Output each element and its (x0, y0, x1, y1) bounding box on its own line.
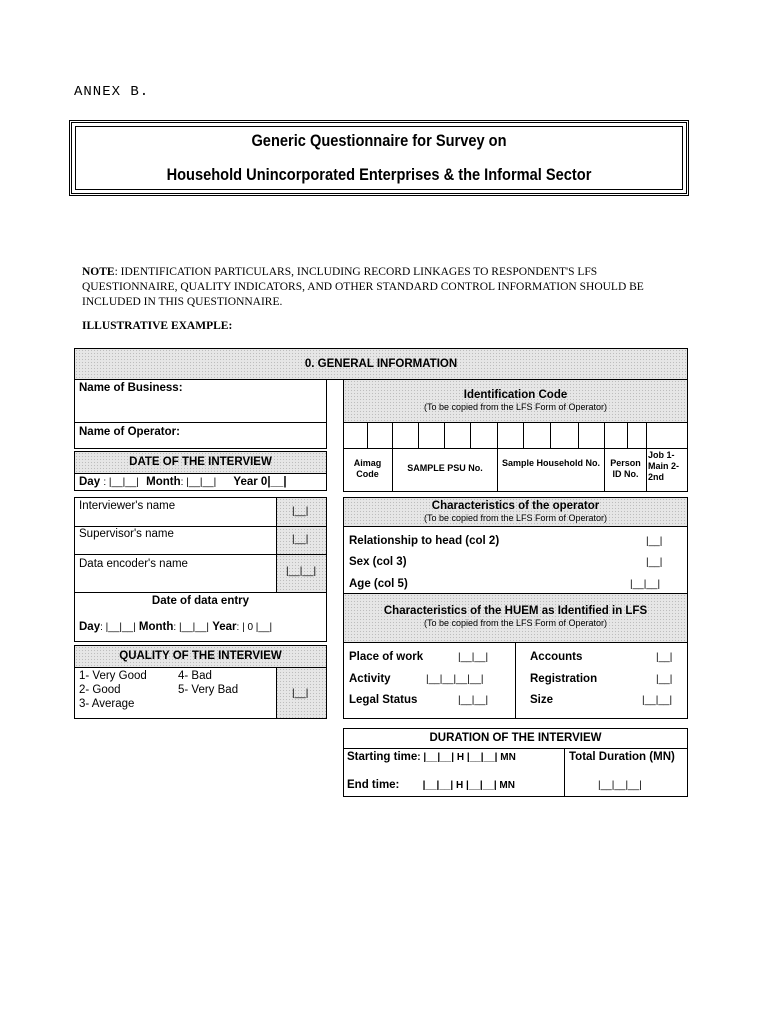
interview-day-input[interactable]: : |__|__| (103, 477, 139, 488)
household-label: Sample Household No. (501, 458, 600, 468)
name-of-business-label: Name of Business: (79, 382, 183, 394)
note-text: : IDENTIFICATION PARTICULARS, INCLUDING RECORD LINKAGES TO RESPONDENT'S LFS QUESTIONNAIRE, QUALITY INDICATORS, AND OTHER STANDARD CONTROL INFORMATION SHOULD BE INCLUDED IN THIS QUESTIONNAIRE. (82, 266, 644, 308)
registration-label: Registration (530, 673, 598, 685)
registration-input[interactable]: |__| (656, 674, 673, 685)
date-entry-title: Date of data entry (151, 595, 250, 607)
legal-status-input[interactable]: |__|__| (458, 695, 489, 706)
aimag-code-label: Aimag Code (353, 458, 382, 479)
place-of-work-label: Place of work (349, 651, 424, 663)
entry-day-input[interactable]: : |__|__| (100, 622, 136, 633)
huem-title: Characteristics of the HUEM as Identified in LFS (383, 605, 648, 617)
sex-label: Sex (col 3) (349, 556, 407, 568)
age-label: Age (col 5) (349, 578, 408, 590)
general-header (74, 348, 688, 380)
illustrative-label: ILLUSTRATIVE EXAMPLE: (82, 320, 233, 332)
person-id-label: Person ID No. (610, 458, 641, 479)
activity-input[interactable]: |__|__|__|__| (426, 674, 484, 685)
entry-year-label: Year (212, 621, 237, 633)
date-entry-box (74, 592, 327, 642)
relationship-label: Relationship to head (col 2) (349, 535, 500, 547)
quality-header (74, 645, 327, 668)
title-line-1: Generic Questionnaire for Survey on (251, 131, 507, 150)
size-input[interactable]: |__|__| (642, 695, 673, 706)
id-code-title: Identification Code (463, 389, 568, 401)
legal-status-label: Legal Status (349, 694, 418, 706)
operator-title: Characteristics of the operator (431, 500, 600, 512)
quality-option-2: 2- Good (79, 684, 121, 696)
title-line-2: Household Unincorporated Enterprises & the Informal Sector (166, 165, 592, 184)
start-time-input[interactable]: : |__|__| H |__|__| MN (417, 752, 516, 763)
place-of-work-input[interactable]: |__|__| (458, 652, 489, 663)
name-of-operator-label: Name of Operator: (79, 426, 180, 438)
huem-subtitle: (To be copied from the LFS Form of Operator) (423, 618, 608, 628)
job-label: Job 1- Main 2-2nd (648, 450, 680, 482)
entry-month-input[interactable]: : |__|__| (173, 622, 210, 633)
id-code-header (343, 379, 688, 423)
quality-option-5: 5- Very Bad (178, 684, 239, 696)
date-interview-row[interactable] (74, 473, 327, 491)
name-of-operator-field[interactable] (74, 422, 327, 449)
psu-label: SAMPLE PSU No. (407, 463, 483, 473)
name-of-business-field[interactable] (74, 379, 327, 423)
duration-title: DURATION OF THE INTERVIEW (429, 732, 602, 744)
id-code-subtitle: (To be copied from the LFS Form of Operator) (423, 402, 608, 412)
encoder-code-input[interactable]: |__|__| (286, 566, 317, 577)
accounts-input[interactable]: |__| (656, 652, 673, 663)
end-time-input[interactable]: |__|__| H |__|__| MN (422, 780, 515, 791)
note (82, 265, 682, 310)
total-duration-input[interactable]: |__|__|__| (598, 780, 642, 791)
quality-option-3: 3- Average (79, 698, 135, 710)
title-box (69, 120, 689, 196)
note-label: NOTE (82, 266, 115, 278)
activity-label: Activity (349, 673, 391, 685)
interview-day-label: Day (79, 476, 101, 488)
sex-input[interactable]: |__| (646, 557, 663, 568)
date-interview-header (74, 451, 327, 474)
quality-title: QUALITY OF THE INTERVIEW (119, 650, 282, 662)
date-interview-title: DATE OF THE INTERVIEW (129, 456, 272, 468)
interview-year-input[interactable]: Year 0|__| (233, 476, 287, 488)
general-header-title: 0. GENERAL INFORMATION (304, 358, 458, 370)
entry-month-label: Month (138, 621, 174, 633)
quality-code-input[interactable]: |__| (292, 688, 309, 699)
total-duration-label: Total Duration (MN) (569, 751, 675, 763)
quality-option-1: 1- Very Good (79, 670, 147, 682)
interviewer-code-input[interactable]: |__| (292, 506, 309, 517)
quality-option-4: 4- Bad (178, 670, 212, 682)
accounts-label: Accounts (530, 651, 583, 663)
entry-year-input[interactable]: : | 0 |__| (236, 622, 273, 633)
duration-header (344, 729, 687, 749)
id-code-grid (343, 422, 688, 492)
interview-month-input[interactable]: : |__|__| (180, 477, 217, 488)
relationship-input[interactable]: |__| (646, 536, 663, 547)
huem-header (343, 593, 688, 643)
start-time-label: Starting time (347, 751, 418, 763)
interview-month-label: Month (146, 476, 181, 488)
age-input[interactable]: |__|__| (630, 579, 661, 590)
supervisor-label: Supervisor's name (79, 528, 174, 540)
encoder-label: Data encoder's name (79, 558, 188, 570)
interviewer-label: Interviewer's name (79, 500, 176, 512)
supervisor-code-input[interactable]: |__| (292, 534, 309, 545)
end-time-label: End time: (347, 779, 400, 791)
annex-label: ANNEX B. (74, 84, 150, 100)
operator-header (343, 497, 688, 527)
size-label: Size (530, 694, 554, 706)
entry-day-label: Day (79, 621, 101, 633)
operator-subtitle: (To be copied from the LFS Form of Operator) (423, 513, 608, 523)
